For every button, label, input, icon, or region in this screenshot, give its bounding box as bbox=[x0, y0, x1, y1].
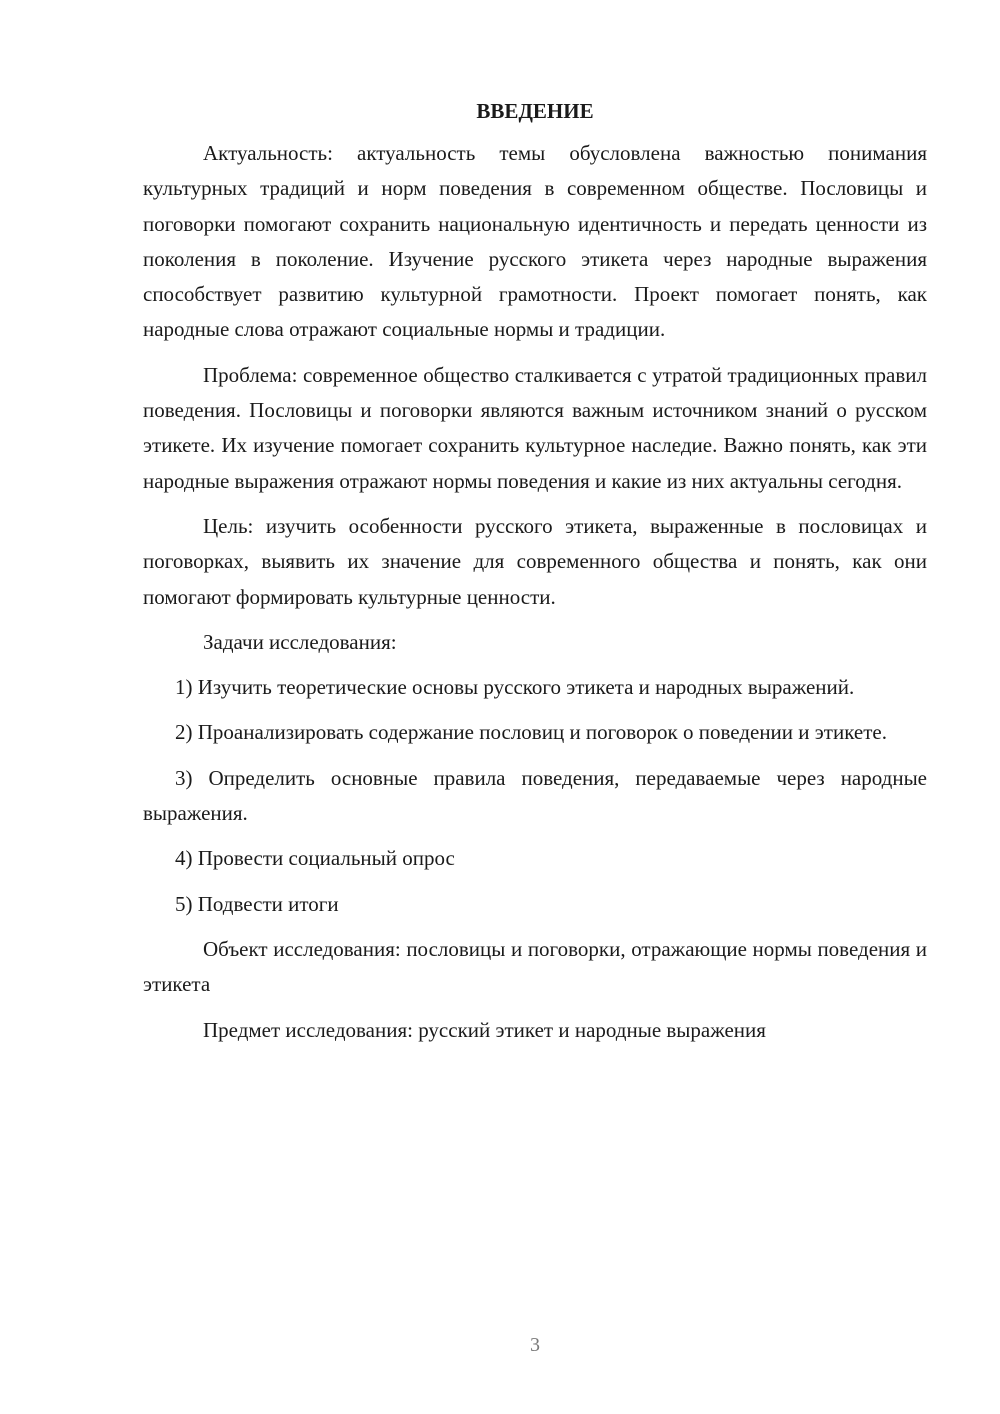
task-item-4: 4) Провести социальный опрос bbox=[175, 846, 455, 871]
paragraph-goal: Цель: изучить особенности русского этикета, выраженные в пословицах и поговорках, выявить их значение для современного общества и понять, как они помогают формировать культурные ценности. bbox=[143, 513, 927, 609]
task-item-3: 3) Определить основные правила поведения, передаваемые через народные выражения. bbox=[143, 765, 927, 826]
page-number: 3 bbox=[530, 1334, 540, 1356]
paragraph-problem: Проблема: современное общество сталкивается с утратой традиционных правил поведения. Пословицы и поговорки являются важным источником знаний о русском этикете. Их изучение помогает сохранить культурное наследие. Важно понять, как эти народные выражения отражают нормы поведения и какие из них актуальны сегодня. bbox=[143, 362, 927, 493]
task-item-5: 5) Подвести итоги bbox=[175, 891, 339, 916]
paragraph-subject: Предмет исследования: русский этикет и народные выражения bbox=[203, 1017, 766, 1042]
task-item-2: 2) Проанализировать содержание пословиц и поговорок о поведении и этикете. bbox=[175, 720, 887, 745]
page-title: ВВЕДЕНИЕ bbox=[476, 99, 594, 123]
paragraph-actuality: Актуальность: актуальность темы обусловлена важностью понимания культурных традиций и норм поведения в современном обществе. Пословицы и поговорки помогают сохранить национальную идентичность и передать ценности из поколения в поколение. Изучение русского этикета через народные выражения способствует развитию культурной грамотности. Проект помогает понять, как народные слова отражают социальные нормы и традиции. bbox=[143, 141, 927, 342]
task-item-1: 1) Изучить теоретические основы русского этикета и народных выражений. bbox=[175, 675, 855, 700]
page-content bbox=[143, 96, 927, 1058]
tasks-heading: Задачи исследования: bbox=[203, 629, 397, 654]
paragraph-object: Объект исследования: пословицы и поговорки, отражающие нормы поведения и этикета bbox=[143, 936, 927, 997]
